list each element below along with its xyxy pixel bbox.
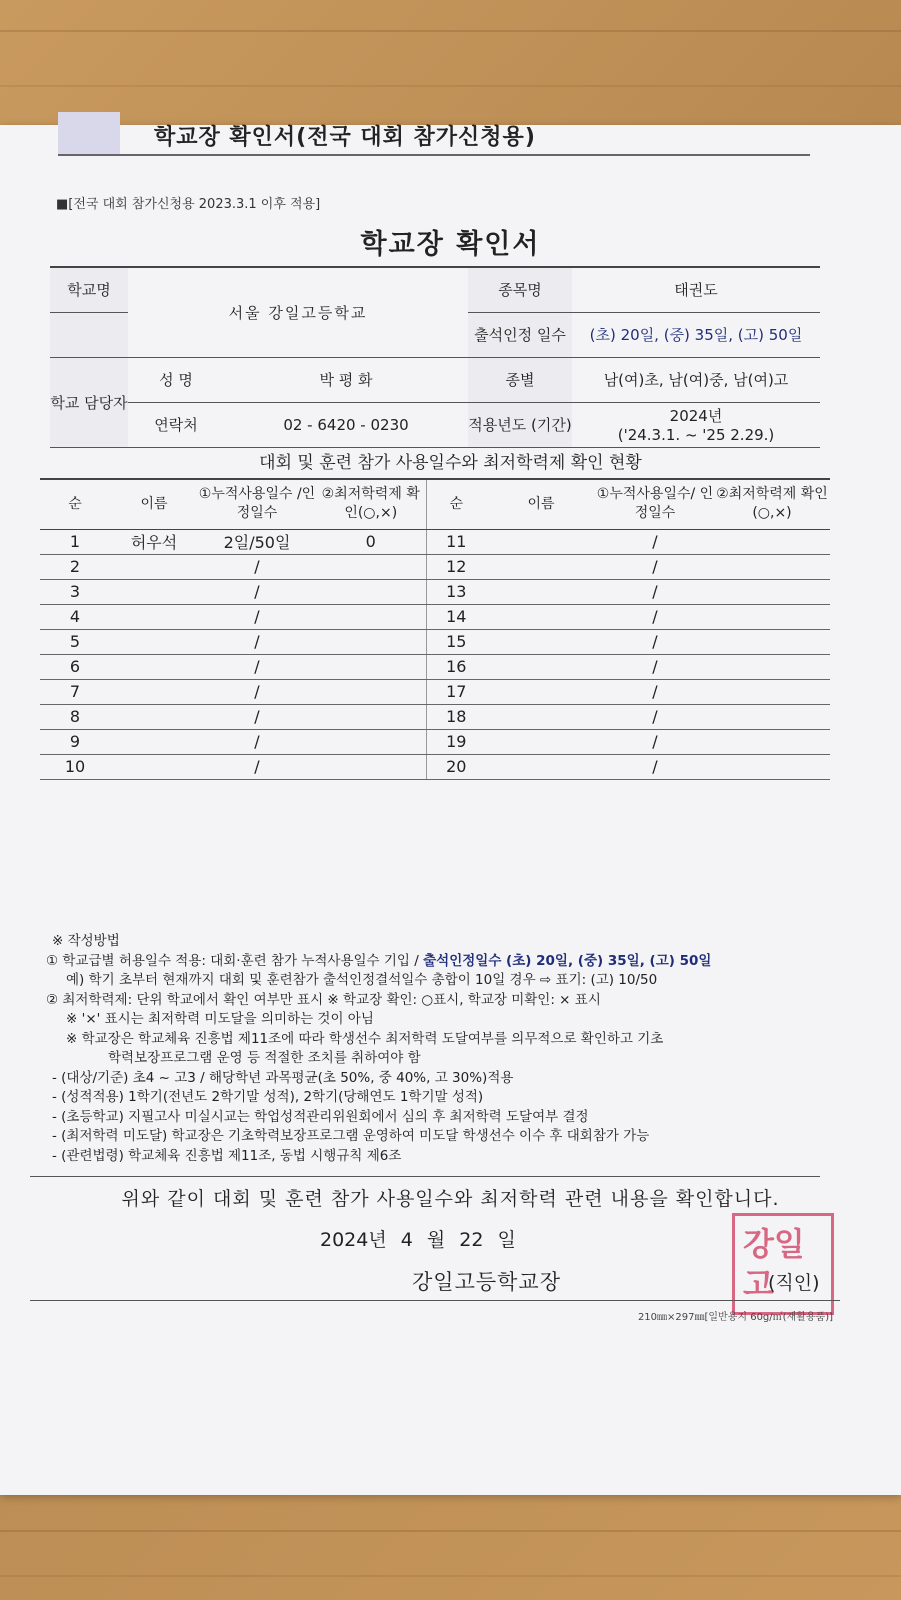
row-name-2: [486, 729, 596, 754]
row-name-2: [486, 754, 596, 779]
event-label: 종목명: [468, 267, 572, 312]
name-label: 성 명: [128, 357, 224, 402]
table-row: [40, 529, 830, 554]
row-no-2: 13: [426, 579, 486, 604]
school-label-cell: [50, 312, 128, 357]
row-days-2: /: [596, 604, 714, 629]
note-1-bold: 출석인정일수 (초) 20일, (중) 35일, (고) 50일: [423, 952, 712, 969]
table-row: [40, 629, 830, 654]
row-days-2: /: [596, 554, 714, 579]
header-days-2: ①누적사용일수/ 인정일수: [596, 479, 714, 529]
header-check-2: ②최저학력제 확인(○,×): [714, 479, 830, 529]
paper-spec: 210㎜×297㎜[일반용지 60g/㎡(재활용품)]: [637, 1312, 833, 1323]
note-2: ② 최저학력제: 단위 학교에서 확인 여부만 표시 ※ 학교장 확인: ○표시, 학교장 미확인: × 표시: [46, 991, 601, 1008]
row-days: /: [198, 554, 316, 579]
note-2-a: ※ '×' 표시는 최저학력 미도달을 의미하는 것이 아님: [66, 1011, 374, 1027]
official-seal: 강일고: [732, 1213, 834, 1315]
row-name-2: [486, 604, 596, 629]
row-name: [110, 604, 198, 629]
row-no: 3: [40, 579, 110, 604]
row-days-2: /: [596, 704, 714, 729]
note-2-b: ※ 학교장은 학교체육 진흥법 제11조에 따라 학생선수 최저학력 도달여부를 의무적으로 확인하고 기초: [66, 1030, 664, 1047]
manager-label: 학교 담당자: [50, 357, 128, 447]
row-name: [110, 579, 198, 604]
status-table: [40, 478, 830, 780]
type-label: 종별: [468, 357, 572, 402]
row-days-2: /: [596, 629, 714, 654]
detail-3: - (초등학교) 지필고사 미실시교는 학업성적관리위원회에서 심의 후 최저학력 도달여부 결정: [52, 1108, 589, 1125]
year-value: 2024년: [669, 407, 723, 425]
instructions-heading: ※ 작성방법: [52, 933, 120, 949]
row-no-2: 17: [426, 679, 486, 704]
row-name: [110, 654, 198, 679]
school-name: 서울 강일고등학교: [128, 267, 468, 357]
contact-value: 02 - 6420 - 0230: [224, 402, 468, 447]
year-label: 적용년도 (기간): [468, 402, 572, 447]
row-days: /: [198, 704, 316, 729]
principal-name: 강일고등학교장: [412, 1270, 562, 1294]
row-name-2: [486, 579, 596, 604]
year-period: ('24.3.1. ~ '25 2.29.): [617, 426, 775, 444]
detail-5: - (관련법령) 학교체육 진흥법 제11조, 동법 시행규칙 제6조: [52, 1147, 402, 1164]
row-check-2: [714, 604, 830, 629]
row-check: [316, 604, 426, 629]
row-days: /: [198, 754, 316, 779]
row-check-2: [714, 629, 830, 654]
row-days-2: /: [596, 654, 714, 679]
row-days: /: [198, 654, 316, 679]
row-name-2: [486, 654, 596, 679]
row-no-2: 12: [426, 554, 486, 579]
row-days-2: /: [596, 529, 714, 554]
attendance-value: (초) 20일, (중) 35일, (고) 50일: [572, 312, 820, 357]
row-name: 허우석: [110, 529, 198, 554]
confirmation-statement: 위와 같이 대회 및 훈련 참가 사용일수와 최저학력 관련 내용을 확인합니다.: [121, 1188, 780, 1210]
row-no-2: 11: [426, 529, 486, 554]
table-row: [40, 754, 830, 779]
row-no: 8: [40, 704, 110, 729]
header-name-2: 이름: [486, 479, 596, 529]
note-1: [46, 952, 856, 972]
row-days-2: /: [596, 579, 714, 604]
row-check: [316, 679, 426, 704]
school-label: 학교명: [50, 267, 128, 312]
row-no: 1: [40, 529, 110, 554]
row-check-2: [714, 679, 830, 704]
detail-2: - (성적적용) 1학기(전년도 2학기말 성적), 2학기(당해연도 1학기말 성적): [52, 1089, 484, 1105]
header-title: 학교장 확인서(전국 대회 참가신청용): [154, 125, 536, 150]
row-no-2: 18: [426, 704, 486, 729]
name-value: 박 평 화: [224, 357, 468, 402]
note-2-b-cont: 학력보장프로그램 운영 등 적절한 조치를 취하여야 함: [108, 1050, 421, 1066]
row-no: 2: [40, 554, 110, 579]
row-check-2: [714, 754, 830, 779]
table-row: [40, 604, 830, 629]
status-table-body: [40, 529, 830, 779]
row-no-2: 16: [426, 654, 486, 679]
row-no: 9: [40, 729, 110, 754]
row-name: [110, 554, 198, 579]
row-name: [110, 629, 198, 654]
row-name-2: [486, 679, 596, 704]
row-days: /: [198, 604, 316, 629]
row-no-2: 14: [426, 604, 486, 629]
divider: [30, 1176, 820, 1177]
table-row: [40, 679, 830, 704]
row-name-2: [486, 704, 596, 729]
row-check: [316, 554, 426, 579]
page-title: 학교장 확인서: [360, 229, 541, 260]
row-check-2: [714, 579, 830, 604]
row-name: [110, 704, 198, 729]
row-name: [110, 754, 198, 779]
status-section-title: 대회 및 훈련 참가 사용일수와 최저학력제 확인 현황: [259, 453, 642, 473]
row-check-2: [714, 529, 830, 554]
event-value: 태권도: [572, 267, 820, 312]
detail-1: - (대상/기준) 초4 ~ 고3 / 해당학년 과목평균(초 50%, 중 40%, 고 30%)적용: [52, 1069, 514, 1086]
row-no-2: 15: [426, 629, 486, 654]
year-cell: [572, 402, 820, 447]
table-row: [40, 729, 830, 754]
divider: [30, 1300, 840, 1301]
header-no: 순: [40, 479, 110, 529]
row-days: /: [198, 579, 316, 604]
instructions: [46, 932, 856, 1166]
row-name-2: [486, 629, 596, 654]
row-no-2: 19: [426, 729, 486, 754]
seal-label: (직인): [768, 1272, 820, 1294]
row-check: [316, 704, 426, 729]
row-check: [316, 629, 426, 654]
issue-date: 2024년 4 월 22 일: [320, 1229, 516, 1251]
row-check: 0: [316, 529, 426, 554]
row-name: [110, 679, 198, 704]
row-name-2: [486, 529, 596, 554]
row-no: 6: [40, 654, 110, 679]
info-table: [50, 266, 820, 448]
row-check-2: [714, 554, 830, 579]
attendance-label: 출석인정 일수: [468, 312, 572, 357]
row-no: 5: [40, 629, 110, 654]
table-row: [40, 704, 830, 729]
header-check: ②최저학력제 확인(○,×): [316, 479, 426, 529]
applicability-notice: ■[전국 대회 참가신청용 2023.3.1 이후 적용]: [56, 197, 321, 212]
row-check: [316, 729, 426, 754]
document-header: [58, 112, 810, 156]
row-name-2: [486, 554, 596, 579]
row-no: 7: [40, 679, 110, 704]
row-check: [316, 654, 426, 679]
row-days-2: /: [596, 729, 714, 754]
row-check: [316, 579, 426, 604]
row-no-2: 20: [426, 754, 486, 779]
row-check: [316, 754, 426, 779]
row-name: [110, 729, 198, 754]
row-days: 2일/50일: [198, 529, 316, 554]
row-check-2: [714, 654, 830, 679]
header-decoration: [58, 112, 120, 154]
row-no: 10: [40, 754, 110, 779]
table-row: [40, 654, 830, 679]
row-check-2: [714, 704, 830, 729]
row-check-2: [714, 729, 830, 754]
row-days: /: [198, 679, 316, 704]
table-row: [40, 554, 830, 579]
row-days-2: /: [596, 679, 714, 704]
header-days: ①누적사용일수 /인정일수: [198, 479, 316, 529]
detail-4: - (최저학력 미도달) 학교장은 기초학력보장프로그램 운영하여 미도달 학생선수 이수 후 대회참가 가능: [52, 1128, 650, 1144]
row-no: 4: [40, 604, 110, 629]
header-name: 이름: [110, 479, 198, 529]
type-value: 남(여)초, 남(여)중, 남(여)고: [572, 357, 820, 402]
row-days: /: [198, 629, 316, 654]
row-days-2: /: [596, 754, 714, 779]
contact-label: 연락처: [128, 402, 224, 447]
note-1-text: ① 학교급별 허용일수 적용: 대회·훈련 참가 누적사용일수 기입 /: [46, 952, 424, 969]
header-no-2: 순: [426, 479, 486, 529]
note-1-example: 예) 학기 초부터 현재까지 대회 및 훈련참가 출석인정결석일수 총합이 10일 경우 ⇨ 표기: (고) 10/50: [66, 972, 658, 988]
row-days: /: [198, 729, 316, 754]
table-row: [40, 579, 830, 604]
